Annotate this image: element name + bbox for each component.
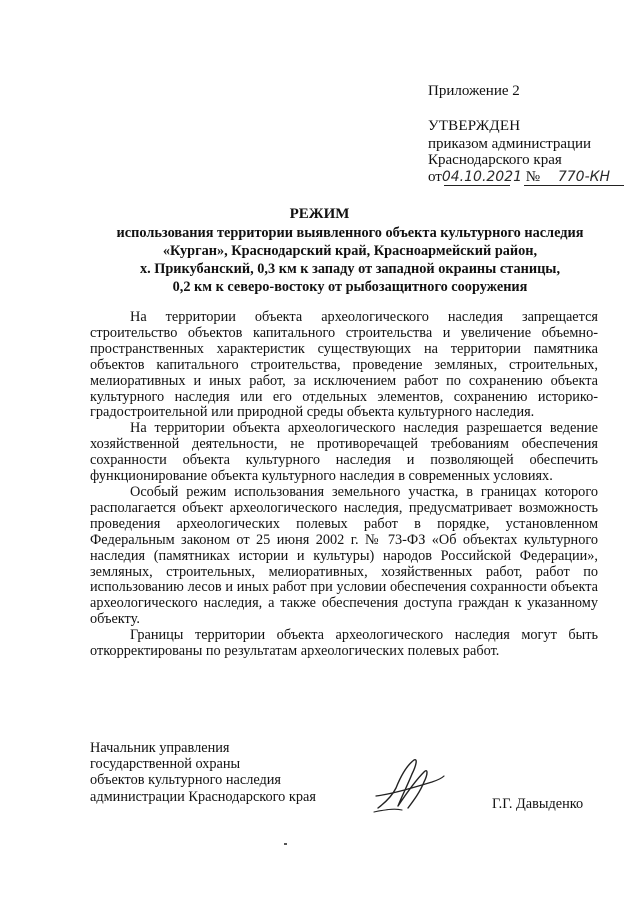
order-prefix: от — [428, 169, 442, 185]
appendix-label: Приложение 2 — [428, 83, 520, 99]
body-paragraph: Границы территории объекта археологического наследия могут быть откорректированы по результатам археологических полевых работ. — [90, 627, 598, 660]
position-line: Начальник управления — [90, 740, 230, 756]
position-line: объектов культурного наследия — [90, 772, 281, 789]
body-paragraph: Особый режим использования земельного участка, в границах которого располагается объект археологического наследия, предусматривает возможность проведения археологических полевых работ в порядке, установленном Федеральным законом от 25 июня 2002 г. № 73-ФЗ «Об объектах культурного наследия (памятниках истории и культуры) народов Российской Федерации», земляных, строительных, мелиоративных, хозяйственных работ, работ по использованию лесов и иных работ при условии обеспечения сохранности объекта археологического наследия, а также обеспечения доступа граждан к указанному объекту. — [90, 483, 598, 628]
position-line: администрации Краснодарского края — [90, 788, 316, 805]
document-body — [90, 310, 598, 660]
page-mark — [284, 843, 287, 845]
number-underline — [524, 185, 624, 186]
body-paragraph: На территории объекта археологического наследия запрещается строительство объектов капитального строительства и увеличение объемно-пространственных характеристик существующих на территории памятника объектов капитального строительства, проведение земляных, строительных, мелиоративных и иных работ, за исключением работ по сохранению объекта культурного наследия или его отдельных элементов, сохранению историко-градостроительной или природной среды объекта культурного наследия. — [90, 309, 598, 421]
signatory-name: Г.Г. Давыденко — [492, 796, 584, 812]
subtitle-line: «Курган», Краснодарский край, Красноармейский район, — [162, 243, 538, 259]
handwritten-signature — [372, 752, 452, 816]
approved-label: УТВЕРЖДЕН — [428, 118, 521, 134]
body-paragraph: На территории объекта археологического наследия разрешается ведение хозяйственной деятельности, не противоречащей требованиям обеспечения сохранности объекта культурного наследия и позволяющей обеспечить функционирование объекта культурного наследия в современных условиях. — [90, 420, 598, 485]
subtitle-line: 0,2 км к северо-востоку от рыбозащитного сооружения — [172, 279, 528, 295]
order-reference — [428, 168, 628, 186]
position-line: государственной охраны — [90, 756, 241, 773]
subtitle-line: х. Прикубанский, 0,3 км к западу от западной окраины станицы, — [139, 261, 561, 277]
signatory-position — [90, 740, 316, 805]
document-title: РЕЖИМ — [289, 206, 350, 222]
date-underline — [444, 185, 510, 186]
order-number-label: № — [525, 169, 541, 185]
approved-by-line: Краснодарского края — [428, 152, 562, 168]
order-number: 770-КН — [557, 169, 611, 185]
approved-by-line: приказом администрации — [428, 136, 592, 152]
order-date: 04.10.2021 — [441, 169, 523, 185]
subtitle-line: использования территории выявленного объекта культурного наследия — [116, 225, 584, 241]
